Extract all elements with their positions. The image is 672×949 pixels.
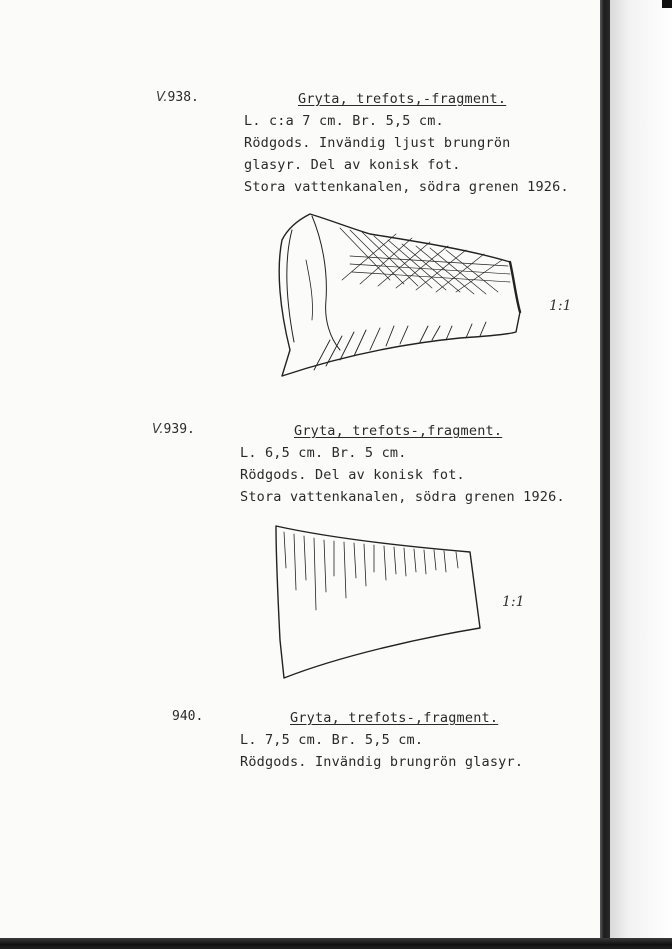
page-bottom-edge: [0, 938, 672, 949]
entry-939-prefix: V.: [152, 422, 164, 437]
entry-939-line-2: Rödgods. Del av konisk fot.: [240, 467, 465, 483]
entry-938-number: [156, 90, 199, 105]
entry-938-line-3: glasyr. Del av konisk fot.: [244, 157, 461, 173]
entry-939-line-3: Stora vattenkanalen, södra grenen 1926.: [240, 489, 565, 505]
entry-938-title: Gryta, trefots,-fragment.: [298, 91, 507, 107]
page-edge-shadow: [600, 0, 610, 949]
entry-940-number: 940.: [172, 709, 204, 724]
entry-939-number: [152, 422, 195, 437]
entry-940-title: Gryta, trefots-,fragment.: [290, 710, 499, 726]
entry-939-line-1: L. 6,5 cm. Br. 5 cm.: [240, 445, 407, 461]
entry-940-line-2: Rödgods. Invändig brungrön glasyr.: [240, 754, 524, 770]
fragment-938-drawing: [270, 200, 530, 390]
entry-938-line-4: Stora vattenkanalen, södra grenen 1926.: [244, 179, 569, 195]
entry-938-prefix: V.: [156, 90, 168, 105]
entry-939-num: 939.: [163, 422, 195, 437]
entry-938-num: 938.: [167, 90, 199, 105]
entry-938-line-1: L. c:a 7 cm. Br. 5,5 cm.: [244, 113, 444, 129]
page-margin: [610, 0, 672, 949]
entry-938-scale: 1:1: [549, 298, 572, 314]
entry-938-line-2: Rödgods. Invändig ljust brungrön: [244, 135, 511, 151]
entry-939-title: Gryta, trefots-,fragment.: [294, 423, 503, 439]
entry-939-scale: 1:1: [502, 594, 525, 610]
corner-mark: [662, 0, 672, 8]
fragment-939-drawing: [270, 520, 490, 685]
entry-940-line-1: L. 7,5 cm. Br. 5,5 cm.: [240, 732, 424, 748]
